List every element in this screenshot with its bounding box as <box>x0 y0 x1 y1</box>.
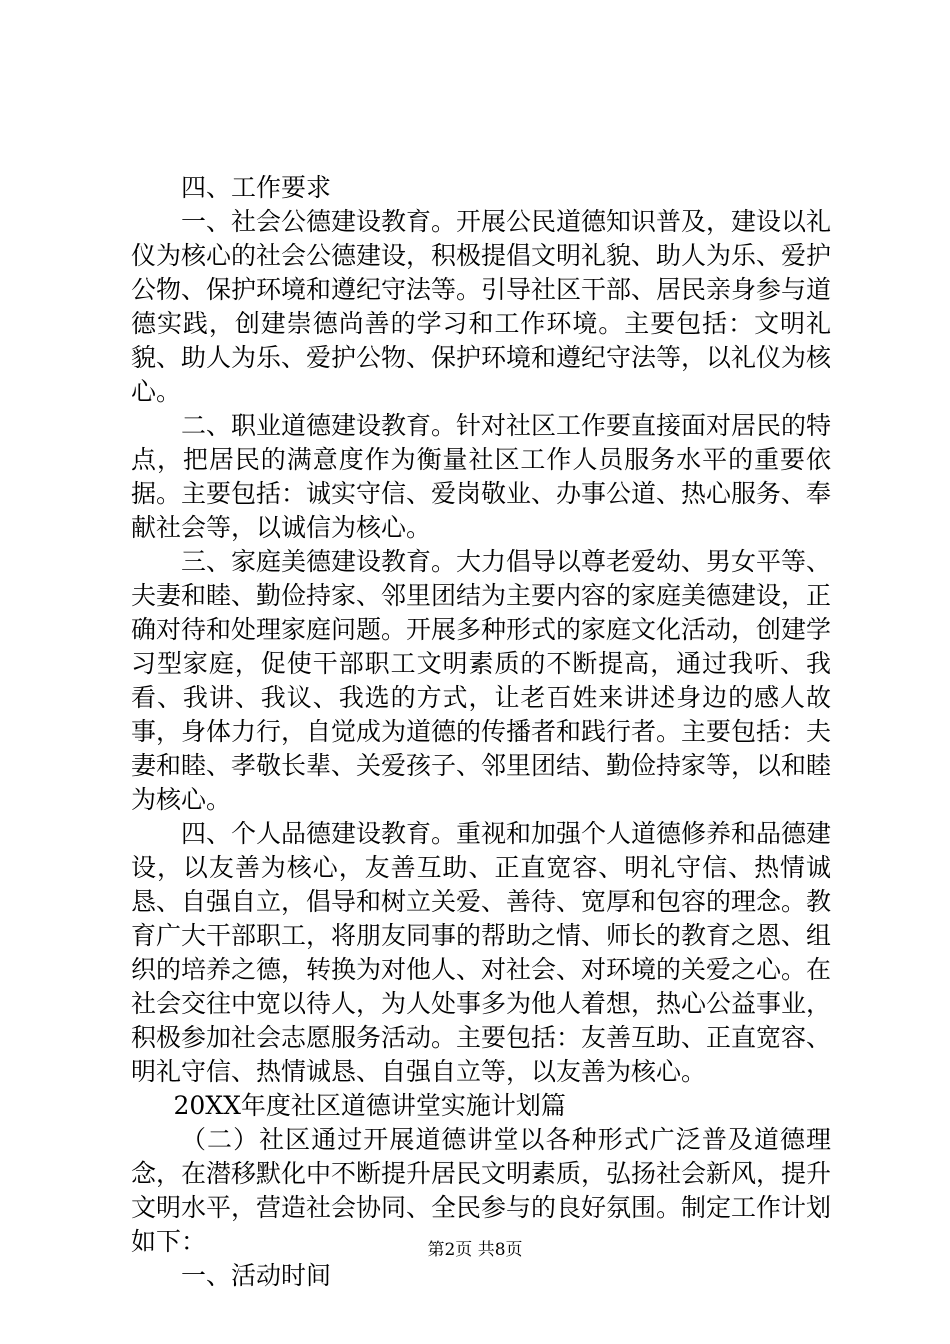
document-body <box>131 171 831 1293</box>
paragraph-plan-intro: （二）社区通过开展道德讲堂以各种形式广泛普及道德理念，在潜移默化中不断提升居民文明素质，弘扬社会新风，提升文明水平，营造社会协同、全民参与的良好氛围。制定工作计划如下： <box>131 1125 832 1256</box>
paragraph-social-morality: 一、社会公德建设教育。开展公民道德知识普及，建设以礼仪为核心的社会公德建设，积极提倡文明礼貌、助人为乐、爱护公物、保护环境和遵纪守法等。引导社区干部、居民亲身参与道德实践，创建崇德尚善的学习和工作环境。主要包括：文明礼貌、助人为乐、爱护公物、保护环境和遵纪守法等，以礼仪为核心。 <box>131 207 832 406</box>
page-footer: 第2页 共8页 <box>427 1240 523 1260</box>
section-heading-activity-time: 一、活动时间 <box>181 1261 332 1290</box>
paragraph-professional-ethics: 二、职业道德建设教育。针对社区工作要直接面对居民的特点，把居民的满意度作为衡量社区工作人员服务水平的重要依据。主要包括：诚实守信、爱岗敬业、办事公道、热心服务、奉献社会等，以诚信为核心。 <box>131 411 832 542</box>
paragraph-family-virtues: 三、家庭美德建设教育。大力倡导以尊老爱幼、男女平等、夫妻和睦、勤俭持家、邻里团结为主要内容的家庭美德建设，正确对待和处理家庭问题。开展多种形式的家庭文化活动，创建学习型家庭，促使干部职工文明素质的不断提高，通过我听、我看、我讲、我议、我选的方式，让老百姓来讲述身边的感人故事，身体力行，自觉成为道德的传播者和践行者。主要包括：夫妻和睦、孝敬长辈、关爱孩子、邻里团结、勤俭持家等，以和睦为核心。 <box>131 547 832 814</box>
section-heading-work-requirements: 四、工作要求 <box>181 173 332 202</box>
paragraph-personal-character: 四、个人品德建设教育。重视和加强个人道德修养和品德建设，以友善为核心，友善互助、正直宽容、明礼守信、热情诚恳、自强自立，倡导和树立关爱、善待、宽厚和包容的理念。教育广大干部职工，将朋友同事的帮助之情、师长的教育之恩、组织的培养之德，转换为对他人、对社会、对环境的关爱之心。在社会交往中宽以待人，为人处事多为他人着想，热心公益事业，积极参加社会志愿服务活动。主要包括：友善互助、正直宽容、明礼守信、热情诚恳、自强自立等，以友善为核心。 <box>131 819 832 1086</box>
plan-subtitle: 20XX年度社区道德讲堂实施计划篇 <box>173 1091 566 1120</box>
